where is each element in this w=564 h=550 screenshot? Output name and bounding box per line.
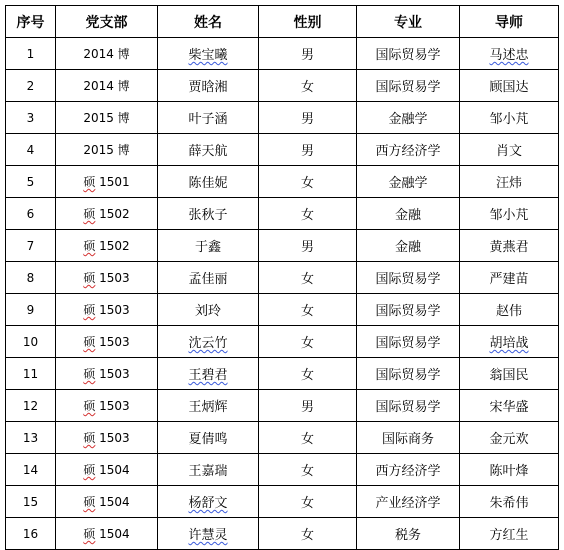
cell-branch-text: 硕 1503 (83, 335, 130, 349)
cell-gender-text: 男 (300, 112, 314, 127)
cell-advisor (460, 166, 559, 198)
cell-gender (259, 486, 357, 518)
cell-gender (259, 198, 357, 230)
cell-major-text: 国际贸易学 (375, 368, 441, 383)
table-row (6, 326, 559, 358)
cell-no (6, 518, 56, 550)
cell-advisor-text: 陈叶烽 (489, 464, 529, 479)
table-row (6, 230, 559, 262)
cell-no-text: 2 (26, 78, 35, 93)
cell-branch (56, 390, 158, 422)
cell-no (6, 198, 56, 230)
cell-no-text: 9 (26, 302, 35, 317)
cell-name (158, 326, 259, 358)
cell-name (158, 38, 259, 70)
cell-name-text: 于鑫 (194, 240, 221, 255)
cell-no-text: 8 (26, 270, 35, 285)
cell-branch (56, 486, 158, 518)
cell-gender (259, 454, 357, 486)
cell-branch (56, 230, 158, 262)
cell-name (158, 70, 259, 102)
cell-advisor-text: 汪炜 (495, 176, 522, 191)
header-major: 专业 (357, 6, 460, 38)
cell-gender-text: 女 (300, 176, 314, 191)
cell-gender (259, 38, 357, 70)
cell-name (158, 294, 259, 326)
cell-name-text: 许慧灵 (188, 528, 228, 543)
cell-name (158, 358, 259, 390)
cell-gender-text: 女 (300, 496, 314, 511)
cell-gender (259, 422, 357, 454)
cell-advisor-text: 马述忠 (489, 48, 529, 63)
cell-major (357, 486, 460, 518)
cell-major (357, 198, 460, 230)
cell-branch-text: 硕 1502 (83, 207, 130, 221)
cell-name (158, 454, 259, 486)
cell-branch-text: 硕 1503 (83, 367, 130, 381)
cell-no-text: 7 (26, 238, 35, 253)
cell-advisor-text: 严建苗 (489, 272, 529, 287)
cell-gender-text: 男 (300, 48, 314, 63)
cell-no-text: 13 (22, 430, 39, 445)
cell-advisor-text: 胡培战 (489, 336, 529, 351)
cell-advisor (460, 326, 559, 358)
table-row (6, 422, 559, 454)
cell-major-text: 金融学 (388, 176, 428, 191)
cell-no-text: 10 (22, 334, 39, 349)
cell-major (357, 326, 460, 358)
cell-name (158, 198, 259, 230)
cell-name-text: 张秋子 (188, 208, 228, 223)
cell-advisor (460, 390, 559, 422)
cell-gender (259, 70, 357, 102)
table-row (6, 518, 559, 550)
cell-branch (56, 262, 158, 294)
cell-advisor (460, 486, 559, 518)
cell-name (158, 422, 259, 454)
cell-branch (56, 166, 158, 198)
table-row (6, 70, 559, 102)
cell-advisor-text: 肖文 (495, 144, 522, 159)
cell-advisor-text: 翁国民 (489, 368, 529, 383)
cell-no-text: 11 (22, 366, 39, 381)
table-row (6, 486, 559, 518)
cell-gender (259, 166, 357, 198)
cell-major-text: 金融 (394, 240, 421, 255)
cell-major-text: 国际贸易学 (375, 48, 441, 63)
cell-gender (259, 134, 357, 166)
cell-advisor (460, 518, 559, 550)
cell-name (158, 390, 259, 422)
cell-major-text: 国际贸易学 (375, 304, 441, 319)
cell-gender-text: 女 (300, 368, 314, 383)
cell-major (357, 102, 460, 134)
table-row (6, 262, 559, 294)
cell-major (357, 454, 460, 486)
cell-name (158, 102, 259, 134)
cell-major (357, 166, 460, 198)
cell-gender-text: 女 (300, 336, 314, 351)
cell-major (357, 134, 460, 166)
cell-no (6, 454, 56, 486)
cell-branch-text: 2015 博 (83, 111, 130, 125)
cell-no-text: 1 (26, 46, 35, 61)
cell-major (357, 70, 460, 102)
cell-advisor (460, 38, 559, 70)
cell-major-text: 西方经济学 (375, 144, 441, 159)
table-row (6, 198, 559, 230)
cell-major-text: 产业经济学 (375, 496, 441, 511)
cell-no-text: 3 (26, 110, 35, 125)
cell-major (357, 230, 460, 262)
cell-branch-text: 硕 1504 (83, 527, 130, 541)
cell-gender (259, 326, 357, 358)
cell-advisor-text: 朱希伟 (489, 496, 529, 511)
cell-name-text: 王炳辉 (188, 400, 228, 415)
cell-name-text: 刘玲 (194, 304, 221, 319)
cell-branch-text: 硕 1503 (83, 303, 130, 317)
cell-name (158, 486, 259, 518)
cell-major-text: 国际贸易学 (375, 80, 441, 95)
cell-branch-text: 硕 1504 (83, 495, 130, 509)
header-advisor: 导师 (460, 6, 559, 38)
cell-advisor-text: 邹小芃 (489, 208, 529, 223)
cell-advisor-text: 顾国达 (489, 80, 529, 95)
cell-major (357, 358, 460, 390)
table-row (6, 294, 559, 326)
cell-advisor-text: 邹小芃 (489, 112, 529, 127)
cell-branch (56, 326, 158, 358)
cell-advisor-text: 赵伟 (495, 304, 522, 319)
cell-major-text: 金融学 (388, 112, 428, 127)
cell-name-text: 王嘉瑞 (188, 464, 228, 479)
cell-no (6, 294, 56, 326)
cell-no-text: 6 (26, 206, 35, 221)
cell-no (6, 38, 56, 70)
cell-branch-text: 2014 博 (83, 79, 130, 93)
cell-gender-text: 女 (300, 80, 314, 95)
cell-no (6, 70, 56, 102)
cell-no-text: 14 (22, 462, 39, 477)
cell-name-text: 贾晗湘 (188, 80, 228, 95)
cell-advisor (460, 198, 559, 230)
cell-branch (56, 38, 158, 70)
cell-branch-text: 2014 博 (83, 47, 130, 61)
cell-gender (259, 358, 357, 390)
cell-advisor (460, 230, 559, 262)
cell-name-text: 叶子涵 (188, 112, 228, 127)
cell-branch (56, 454, 158, 486)
cell-name-text: 夏倩鸣 (188, 432, 228, 447)
cell-advisor-text: 宋华盛 (489, 400, 529, 415)
cell-gender-text: 男 (300, 240, 314, 255)
cell-name-text: 薛天航 (188, 144, 228, 159)
cell-no-text: 12 (22, 398, 39, 413)
cell-no-text: 4 (26, 142, 35, 157)
cell-name (158, 262, 259, 294)
cell-gender (259, 518, 357, 550)
cell-major (357, 518, 460, 550)
cell-no (6, 486, 56, 518)
cell-gender (259, 390, 357, 422)
cell-no (6, 262, 56, 294)
cell-gender-text: 女 (300, 272, 314, 287)
cell-gender-text: 女 (300, 528, 314, 543)
cell-advisor (460, 134, 559, 166)
cell-gender-text: 男 (300, 400, 314, 415)
cell-no (6, 390, 56, 422)
cell-branch (56, 102, 158, 134)
table-row (6, 166, 559, 198)
cell-major-text: 金融 (394, 208, 421, 223)
cell-advisor (460, 358, 559, 390)
cell-major (357, 390, 460, 422)
cell-major-text: 国际贸易学 (375, 272, 441, 287)
cell-name-text: 沈云竹 (188, 336, 228, 351)
cell-advisor-text: 黄燕君 (489, 240, 529, 255)
cell-branch (56, 518, 158, 550)
cell-major-text: 西方经济学 (375, 464, 441, 479)
cell-major (357, 294, 460, 326)
cell-advisor (460, 294, 559, 326)
cell-major-text: 国际商务 (381, 432, 434, 447)
header-branch: 党支部 (56, 6, 158, 38)
cell-branch-text: 2015 博 (83, 143, 130, 157)
table-row (6, 454, 559, 486)
cell-no (6, 166, 56, 198)
cell-name-text: 陈佳妮 (188, 176, 228, 191)
cell-major (357, 422, 460, 454)
cell-advisor-text: 金元欢 (489, 432, 529, 447)
cell-no (6, 422, 56, 454)
cell-branch-text: 硕 1501 (83, 175, 130, 189)
cell-no (6, 134, 56, 166)
cell-no (6, 326, 56, 358)
cell-name (158, 518, 259, 550)
cell-advisor (460, 422, 559, 454)
cell-no-text: 16 (22, 526, 39, 541)
cell-gender-text: 女 (300, 208, 314, 223)
cell-gender (259, 230, 357, 262)
cell-name-text: 柴宝曦 (188, 48, 228, 63)
cell-major-text: 税务 (394, 528, 421, 543)
cell-name (158, 166, 259, 198)
table-row (6, 390, 559, 422)
cell-branch (56, 294, 158, 326)
cell-branch (56, 70, 158, 102)
cell-name-text: 王碧君 (188, 368, 228, 383)
cell-branch-text: 硕 1503 (83, 271, 130, 285)
table-row (6, 102, 559, 134)
cell-major (357, 262, 460, 294)
cell-gender-text: 男 (300, 144, 314, 159)
cell-advisor (460, 70, 559, 102)
cell-branch-text: 硕 1502 (83, 239, 130, 253)
cell-branch-text: 硕 1503 (83, 431, 130, 445)
cell-no (6, 102, 56, 134)
cell-name (158, 134, 259, 166)
cell-major-text: 国际贸易学 (375, 336, 441, 351)
cell-gender-text: 女 (300, 464, 314, 479)
header-gender: 性别 (259, 6, 357, 38)
cell-no-text: 15 (22, 494, 39, 509)
cell-branch (56, 358, 158, 390)
cell-no-text: 5 (26, 174, 35, 189)
cell-major-text: 国际贸易学 (375, 400, 441, 415)
cell-branch (56, 134, 158, 166)
table-row (6, 38, 559, 70)
header-no: 序号 (6, 6, 56, 38)
cell-advisor (460, 454, 559, 486)
header-name: 姓名 (158, 6, 259, 38)
cell-gender (259, 262, 357, 294)
table-row (6, 134, 559, 166)
table-row (6, 358, 559, 390)
cell-name-text: 杨舒文 (188, 496, 228, 511)
cell-branch-text: 硕 1503 (83, 399, 130, 413)
header-row (6, 6, 559, 38)
cell-gender (259, 294, 357, 326)
cell-branch-text: 硕 1504 (83, 463, 130, 477)
cell-branch (56, 422, 158, 454)
cell-gender-text: 女 (300, 432, 314, 447)
cell-gender-text: 女 (300, 304, 314, 319)
cell-branch (56, 198, 158, 230)
cell-major (357, 38, 460, 70)
cell-name (158, 230, 259, 262)
student-table (5, 5, 559, 550)
cell-advisor (460, 262, 559, 294)
cell-advisor-text: 方红生 (489, 528, 529, 543)
cell-gender (259, 102, 357, 134)
cell-no (6, 358, 56, 390)
cell-name-text: 孟佳丽 (188, 272, 228, 287)
cell-no (6, 230, 56, 262)
cell-advisor (460, 102, 559, 134)
